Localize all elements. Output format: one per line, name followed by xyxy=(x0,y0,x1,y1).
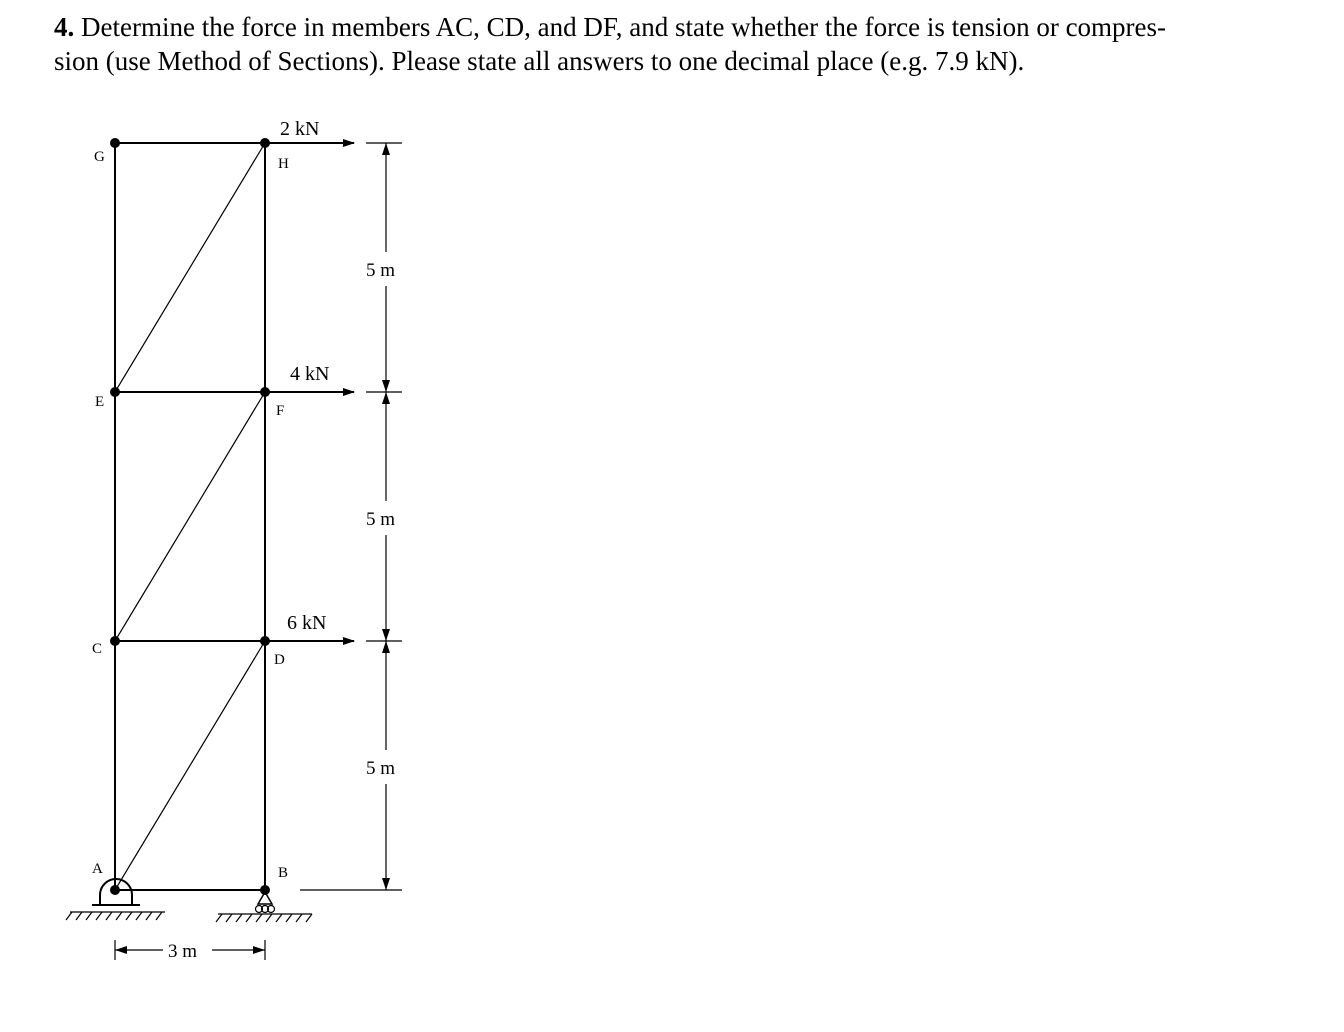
node-label-c: C xyxy=(92,641,103,657)
problem-text-line-2: sion (use Method of Sections). Please state all answers to one decimal place (e.g. 7.9 kN). xyxy=(54,46,1025,76)
load-label-middle: 4 kN xyxy=(290,363,330,385)
dimension-label-width: 3 m xyxy=(168,941,198,962)
node-label-d: D xyxy=(274,652,285,668)
load-label-top: 2 kN xyxy=(280,118,320,140)
dimension-label-lower: 5 m xyxy=(366,758,396,779)
node-label-e: E xyxy=(95,394,105,410)
node-label-f: F xyxy=(276,403,285,419)
problem-number: 4. xyxy=(54,12,75,42)
node-label-h: H xyxy=(278,156,289,172)
joint-b xyxy=(260,885,270,895)
problem-text-line-1: Determine the force in members AC, CD, and DF, and state whether the force is tension or compres- xyxy=(81,12,1167,42)
joint-c xyxy=(110,636,120,646)
roller-support-b xyxy=(216,892,312,922)
node-label-g: G xyxy=(94,149,105,165)
member-ad xyxy=(115,641,265,890)
dimension-label-middle: 5 m xyxy=(366,509,396,530)
node-label-a: A xyxy=(92,861,103,877)
member-cf xyxy=(115,392,265,641)
member-eh xyxy=(115,143,265,392)
node-label-b: B xyxy=(278,865,289,881)
joint-e xyxy=(110,387,120,397)
joint-g xyxy=(110,138,120,148)
dimension-label-upper: 5 m xyxy=(366,260,396,281)
joint-a xyxy=(110,885,120,895)
load-label-lower: 6 kN xyxy=(287,612,327,634)
